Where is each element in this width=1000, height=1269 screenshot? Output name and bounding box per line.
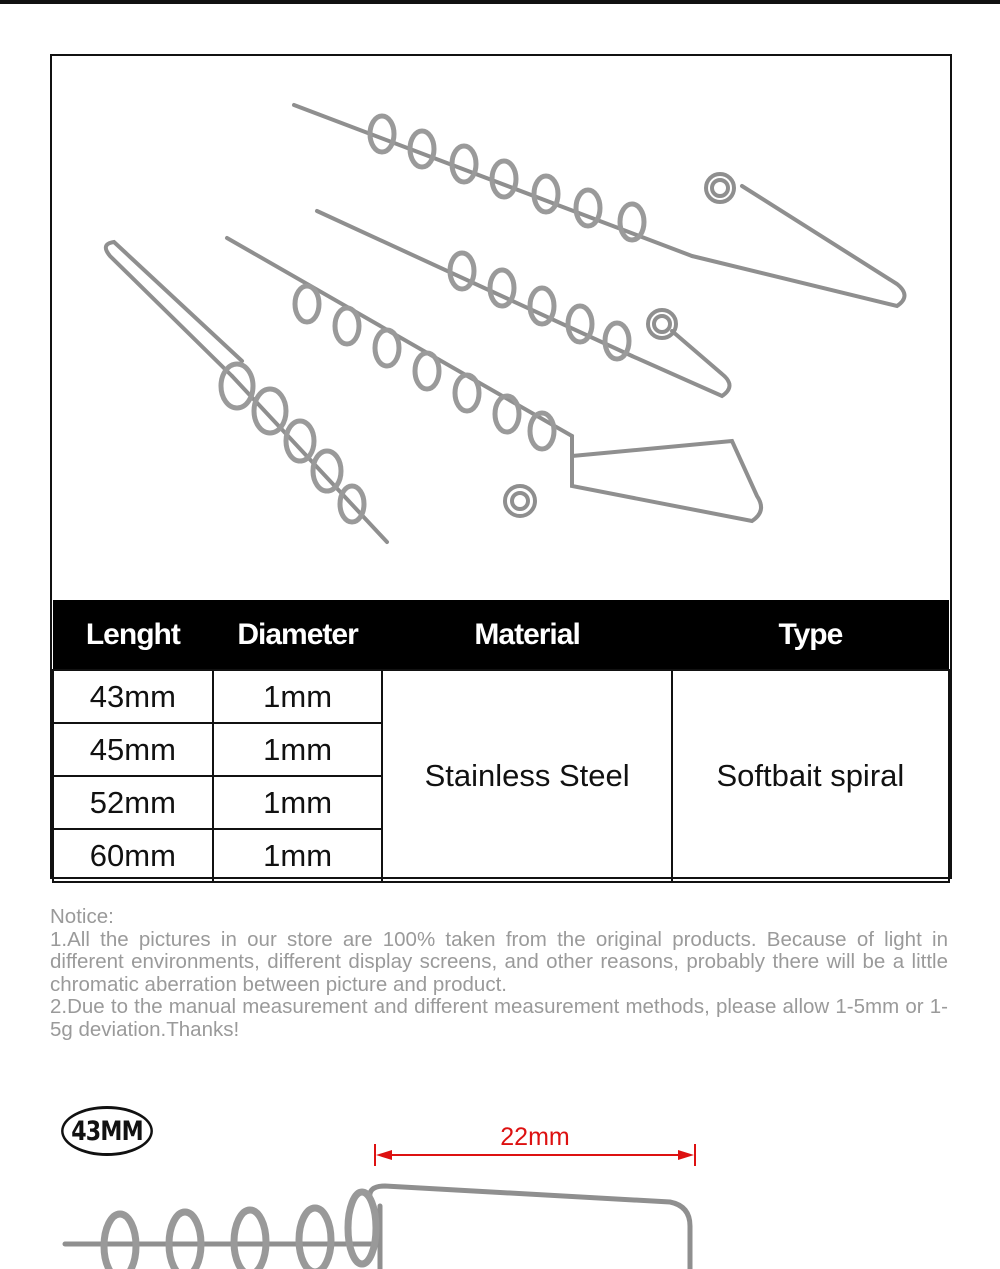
product-photo xyxy=(52,56,950,600)
header-type: Type xyxy=(672,600,949,670)
diameter-cell: 1mm xyxy=(213,723,383,776)
top-divider xyxy=(0,0,1000,4)
screw-spikes-illustration xyxy=(52,56,950,600)
length-cell: 60mm xyxy=(53,829,213,882)
notice-title: Notice: xyxy=(50,905,114,928)
notice-line-1: 1.All the pictures in our store are 100% taken from the original products. Because of light in different environments, different display screens, and other reasons, probably there will be a little chromatic aberration between picture and product. xyxy=(50,927,948,996)
dimension-label: 22mm xyxy=(500,1123,570,1151)
product-panel xyxy=(50,54,952,879)
dimension-arrow xyxy=(375,1144,695,1166)
type-cell: Softbait spiral xyxy=(672,670,949,882)
length-cell: 43mm xyxy=(53,670,213,723)
header-material: Material xyxy=(382,600,671,670)
size-badge: 43MM xyxy=(61,1106,153,1156)
notice-section xyxy=(50,906,948,1041)
table-header-row xyxy=(53,600,949,670)
table-row xyxy=(53,670,949,723)
length-cell: 45mm xyxy=(53,723,213,776)
header-diameter: Diameter xyxy=(213,600,383,670)
diameter-cell: 1mm xyxy=(213,776,383,829)
detail-illustration xyxy=(0,1136,1000,1269)
notice-line-2: 2.Due to the manual measurement and different measurement methods, please allow 1-5mm or 1-5g deviation.Thanks! xyxy=(50,995,948,1041)
header-length: Lenght xyxy=(53,600,213,670)
spike-closeup xyxy=(65,1186,690,1269)
diameter-cell: 1mm xyxy=(213,829,383,882)
diameter-cell: 1mm xyxy=(213,670,383,723)
length-cell: 52mm xyxy=(53,776,213,829)
spec-table xyxy=(52,600,950,883)
material-cell: Stainless Steel xyxy=(382,670,671,882)
